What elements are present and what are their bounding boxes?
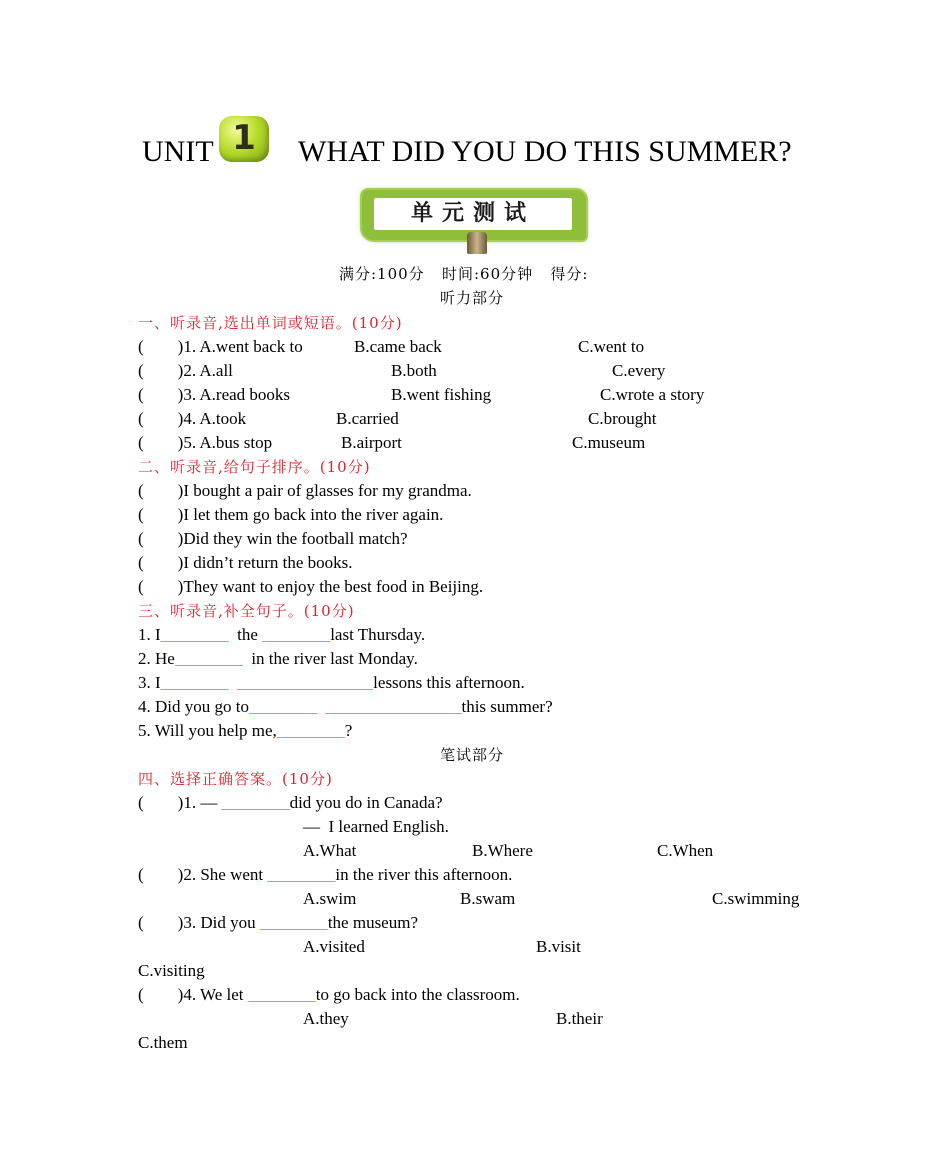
unit-title: WHAT DID YOU DO THIS SUMMER? (298, 135, 792, 168)
listening-part-heading: 听力部分 (440, 289, 505, 307)
s4-q2-option-a: A.swim (303, 889, 357, 908)
s1-q4-option-b: B.carried (336, 409, 399, 428)
s3-sentence-3: 3. I________ ________________lessons this afternoon. (138, 673, 525, 692)
answer-blank[interactable]: ________________ (325, 697, 462, 716)
s1-q5-stem: ( )5. A.bus stop (138, 433, 273, 452)
s4-q3-option-a: A.visited (303, 937, 365, 956)
s4-q1-stem: ( )1. — ________did you do in Canada? (138, 793, 443, 812)
writing-part-heading: 笔试部分 (440, 746, 505, 764)
s2-item-3: ( )Did they win the football match? (138, 529, 408, 548)
pin-icon (467, 232, 487, 254)
s1-q4-stem: ( )4. A.took (138, 409, 247, 428)
s3-sentence-1: 1. I________ the ________last Thursday. (138, 625, 426, 644)
answer-blank[interactable]: ________ (160, 625, 229, 644)
s4-q3-option-b: B.visit (536, 937, 581, 956)
s1-q1-stem: ( )1. A.went back to (138, 337, 303, 356)
s1-q3-option-c: C.wrote a story (600, 385, 705, 404)
unit-number-badge: 1 (219, 116, 269, 162)
s4-q4-option-c: C.them (138, 1033, 188, 1052)
answer-blank[interactable]: ________ (262, 625, 331, 644)
s4-q3-option-c: C.visiting (138, 961, 205, 980)
s4-q1-answer-line: — I learned English. (303, 817, 449, 836)
s2-item-4: ( )I didn’t return the books. (138, 553, 353, 572)
s1-q5-option-c: C.museum (572, 433, 646, 452)
s2-item-1: ( )I bought a pair of glasses for my grandma. (138, 481, 472, 500)
section-1-heading: 一、听录音,选出单词或短语。(10分) (138, 314, 403, 332)
unit-label: UNIT (142, 135, 214, 168)
banner-text: 单元测试 (374, 198, 572, 230)
s1-q2-option-b: B.both (391, 361, 437, 380)
s1-q1-option-c: C.went to (578, 337, 645, 356)
s1-q3-option-b: B.went fishing (391, 385, 492, 404)
s4-q2-option-b: B.swam (460, 889, 516, 908)
s2-item-2: ( )I let them go back into the river again. (138, 505, 444, 524)
s4-q4-option-a: A.they (303, 1009, 349, 1028)
s1-q2-option-c: C.every (612, 361, 666, 380)
answer-blank[interactable]: ________ (259, 913, 328, 932)
answer-blank[interactable]: ________ (276, 721, 345, 740)
answer-blank[interactable]: ________ (160, 673, 229, 692)
s4-q2-stem: ( )2. She went ________in the river this afternoon. (138, 865, 513, 884)
s3-sentence-2: 2. He________ in the river last Monday. (138, 649, 418, 668)
section-4-heading: 四、选择正确答案。(10分) (138, 770, 333, 788)
answer-blank[interactable]: ________ (221, 793, 290, 812)
s4-q4-stem: ( )4. We let ________to go back into the classroom. (138, 985, 520, 1004)
s4-q1-option-c: C.When (657, 841, 714, 860)
s1-q2-stem: ( )2. A.all (138, 361, 233, 380)
section-2-heading: 二、听录音,给句子排序。(10分) (138, 458, 371, 476)
answer-blank[interactable]: ________ (247, 985, 316, 1004)
answer-blank[interactable]: ________ (267, 865, 336, 884)
s4-q1-option-a: A.What (303, 841, 357, 860)
s4-q1-option-b: B.Where (472, 841, 533, 860)
s1-q4-option-c: C.brought (588, 409, 657, 428)
s4-q4-option-b: B.their (556, 1009, 603, 1028)
s1-q5-option-b: B.airport (341, 433, 402, 452)
answer-blank[interactable]: ________________ (237, 673, 374, 692)
section-3-heading: 三、听录音,补全句子。(10分) (138, 602, 355, 620)
s1-q3-stem: ( )3. A.read books (138, 385, 291, 404)
score-line: 满分:100分 时间:60分钟 得分: (339, 265, 589, 283)
s4-q3-stem: ( )3. Did you ________the museum? (138, 913, 418, 932)
s2-item-5: ( )They want to enjoy the best food in Beijing. (138, 577, 484, 596)
answer-blank[interactable]: ________ (174, 649, 243, 668)
s3-sentence-5: 5. Will you help me,________? (138, 721, 353, 740)
s1-q1-option-b: B.came back (354, 337, 442, 356)
answer-blank[interactable]: ________ (248, 697, 317, 716)
s4-q2-option-c: C.swimming (712, 889, 800, 908)
s3-sentence-4: 4. Did you go to________ ________________this summer? (138, 697, 553, 716)
